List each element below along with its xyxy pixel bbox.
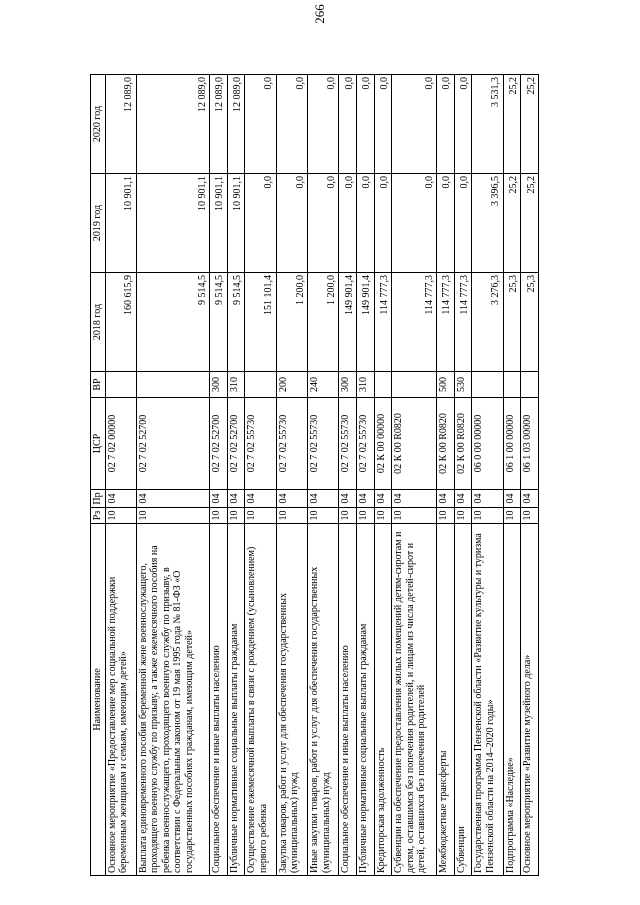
cell-rz: 10 <box>521 508 539 524</box>
page-number: 266 <box>312 4 327 24</box>
header-rz: Рз <box>91 508 106 524</box>
cell-y2020: 0,0 <box>437 75 455 174</box>
cell-rz: 10 <box>472 508 503 524</box>
cell-pr: 04 <box>245 490 276 508</box>
cell-vr: 310 <box>227 372 245 398</box>
cell-vr <box>136 372 209 398</box>
cell-vr: 240 <box>308 372 339 398</box>
table-header-row <box>91 75 106 876</box>
cell-y2018: 114 777,3 <box>374 273 392 372</box>
cell-vr: 530 <box>454 372 472 398</box>
table-row <box>374 75 392 876</box>
cell-y2018: 25,3 <box>521 273 539 372</box>
cell-y2019: 0,0 <box>245 174 276 273</box>
cell-y2020: 0,0 <box>392 75 437 174</box>
cell-name: Социальное обеспечение и иные выплаты населению <box>339 524 357 876</box>
cell-name: Субвенции <box>454 524 472 876</box>
header-2018: 2018 год <box>91 273 106 372</box>
cell-y2020: 12 089,0 <box>227 75 245 174</box>
cell-rz: 10 <box>339 508 357 524</box>
cell-rz: 10 <box>392 508 437 524</box>
cell-name: Иные закупки товаров, работ и услуг для обеспечения государственных (муниципальных) нужд <box>308 524 339 876</box>
cell-vr: 310 <box>357 372 375 398</box>
cell-y2019: 0,0 <box>437 174 455 273</box>
cell-vr: 500 <box>437 372 455 398</box>
table-row <box>227 75 245 876</box>
cell-pr: 04 <box>437 490 455 508</box>
cell-pr: 04 <box>454 490 472 508</box>
cell-pr: 04 <box>136 490 209 508</box>
table-row <box>503 75 521 876</box>
cell-y2019: 0,0 <box>339 174 357 273</box>
cell-rz: 10 <box>136 508 209 524</box>
cell-y2018: 25,3 <box>503 273 521 372</box>
cell-y2019: 0,0 <box>454 174 472 273</box>
cell-y2019: 0,0 <box>276 174 307 273</box>
cell-rz: 10 <box>357 508 375 524</box>
cell-y2019: 0,0 <box>357 174 375 273</box>
table-row <box>276 75 307 876</box>
cell-name: Закупка товаров, работ и услуг для обеспечения государственных (муниципальных) нужд <box>276 524 307 876</box>
cell-y2020: 12 089,0 <box>210 75 228 174</box>
cell-csr: 02 7 02 55730 <box>276 398 307 490</box>
cell-vr <box>503 372 521 398</box>
cell-vr <box>521 372 539 398</box>
cell-pr: 04 <box>210 490 228 508</box>
cell-vr: 300 <box>210 372 228 398</box>
cell-y2019: 25,2 <box>503 174 521 273</box>
table-row <box>392 75 437 876</box>
cell-y2020: 0,0 <box>357 75 375 174</box>
cell-y2018: 9 514,5 <box>227 273 245 372</box>
table-row <box>105 75 136 876</box>
cell-rz: 10 <box>276 508 307 524</box>
table-row <box>245 75 276 876</box>
cell-rz: 10 <box>105 508 136 524</box>
cell-csr: 02 7 02 00000 <box>105 398 136 490</box>
cell-name: Кредиторская задолженность <box>374 524 392 876</box>
cell-y2018: 149 901,4 <box>339 273 357 372</box>
cell-y2019: 10 901,1 <box>105 174 136 273</box>
cell-name: Социальное обеспечение и иные выплаты населению <box>210 524 228 876</box>
cell-rz: 10 <box>227 508 245 524</box>
cell-y2020: 0,0 <box>308 75 339 174</box>
cell-y2020: 0,0 <box>276 75 307 174</box>
cell-rz: 10 <box>503 508 521 524</box>
cell-csr: 02 К 00 R0820 <box>454 398 472 490</box>
cell-y2018: 151 101,4 <box>245 273 276 372</box>
cell-pr: 04 <box>308 490 339 508</box>
cell-vr <box>392 372 437 398</box>
cell-y2018: 114 777,3 <box>392 273 437 372</box>
cell-csr: 06 0 00 00000 <box>472 398 503 490</box>
cell-vr: 300 <box>339 372 357 398</box>
cell-y2018: 3 276,3 <box>472 273 503 372</box>
cell-y2018: 9 514,5 <box>210 273 228 372</box>
cell-pr: 04 <box>276 490 307 508</box>
table-row <box>521 75 539 876</box>
cell-rz: 10 <box>374 508 392 524</box>
cell-y2020: 0,0 <box>374 75 392 174</box>
cell-y2019: 10 901,1 <box>210 174 228 273</box>
cell-rz: 10 <box>245 508 276 524</box>
cell-csr: 02 7 02 52700 <box>210 398 228 490</box>
cell-csr: 02 7 02 55730 <box>339 398 357 490</box>
table-row <box>308 75 339 876</box>
cell-y2020: 25,2 <box>503 75 521 174</box>
table-row <box>210 75 228 876</box>
cell-name: Основное мероприятие «Развитие музейного дела» <box>521 524 539 876</box>
cell-y2019: 3 396,5 <box>472 174 503 273</box>
cell-vr <box>374 372 392 398</box>
cell-csr: 02 7 02 52700 <box>136 398 209 490</box>
header-2020: 2020 год <box>91 75 106 174</box>
cell-rz: 10 <box>308 508 339 524</box>
table-row <box>357 75 375 876</box>
cell-y2018: 160 615,9 <box>105 273 136 372</box>
cell-csr: 02 К 00 R0820 <box>392 398 437 490</box>
cell-y2020: 0,0 <box>339 75 357 174</box>
table-body <box>105 75 539 876</box>
cell-y2018: 1 200,0 <box>308 273 339 372</box>
cell-y2019: 0,0 <box>374 174 392 273</box>
cell-vr <box>472 372 503 398</box>
cell-name: Субвенции на обеспечение предоставления жилых помещений детям-сиротам и детям, оставшимся без попечения родителей, и лицам из числа детей-сирот и детей, оставшихся без попечения родителей <box>392 524 437 876</box>
header-2019: 2019 год <box>91 174 106 273</box>
cell-name: Публичные нормативные социальные выплаты гражданам <box>357 524 375 876</box>
table-row <box>136 75 209 876</box>
header-vr: ВР <box>91 372 106 398</box>
cell-vr <box>105 372 136 398</box>
cell-y2019: 10 901,1 <box>227 174 245 273</box>
cell-rz: 10 <box>454 508 472 524</box>
cell-y2020: 12 089,0 <box>105 75 136 174</box>
cell-y2019: 0,0 <box>308 174 339 273</box>
cell-pr: 04 <box>105 490 136 508</box>
cell-y2020: 12 089,0 <box>136 75 209 174</box>
cell-y2020: 3 531,3 <box>472 75 503 174</box>
cell-vr <box>245 372 276 398</box>
cell-csr: 06 1 03 00000 <box>521 398 539 490</box>
table-row <box>454 75 472 876</box>
cell-pr: 04 <box>521 490 539 508</box>
header-pr: Пр <box>91 490 106 508</box>
budget-table <box>90 74 539 876</box>
table-row <box>437 75 455 876</box>
cell-csr: 02 К 00 R0820 <box>437 398 455 490</box>
cell-name: Межбюджетные трансферты <box>437 524 455 876</box>
cell-rz: 10 <box>437 508 455 524</box>
cell-y2019: 25,2 <box>521 174 539 273</box>
cell-name: Государственная программа Пензенской области «Развитие культуры и туризма Пензенской области на 2014–2020 годы» <box>472 524 503 876</box>
cell-y2018: 1 200,0 <box>276 273 307 372</box>
cell-y2018: 149 901,4 <box>357 273 375 372</box>
cell-csr: 02 7 02 55730 <box>245 398 276 490</box>
cell-pr: 04 <box>339 490 357 508</box>
cell-name: Осуществление ежемесячной выплаты в связи с рождением (усыновлением) первого ребенка <box>245 524 276 876</box>
cell-pr: 04 <box>227 490 245 508</box>
cell-name: Выплата единовременного пособия беременной жене военнослужащего, проходящего военную службу по призыву, а также ежемесячного пособия на ребенка военнослужащего, проходящего военную службу по призыву, в соответствии с Федеральным законом от 19 мая 1995 года № 81-ФЗ «О государственных пособиях гражданам, имеющим детей» <box>136 524 209 876</box>
cell-pr: 04 <box>392 490 437 508</box>
cell-pr: 04 <box>503 490 521 508</box>
cell-y2019: 0,0 <box>392 174 437 273</box>
cell-csr: 02 К 00 00000 <box>374 398 392 490</box>
header-name: Наименование <box>91 524 106 876</box>
cell-y2018: 114 777,3 <box>454 273 472 372</box>
cell-csr: 06 1 00 00000 <box>503 398 521 490</box>
cell-csr: 02 7 02 55730 <box>357 398 375 490</box>
cell-y2020: 0,0 <box>454 75 472 174</box>
cell-csr: 02 7 02 55730 <box>308 398 339 490</box>
cell-csr: 02 7 02 52700 <box>227 398 245 490</box>
cell-pr: 04 <box>472 490 503 508</box>
rotated-table-frame <box>90 74 539 876</box>
table-row <box>339 75 357 876</box>
cell-y2019: 10 901,1 <box>136 174 209 273</box>
table-container <box>90 74 539 876</box>
table-row <box>472 75 503 876</box>
cell-y2020: 25,2 <box>521 75 539 174</box>
cell-pr: 04 <box>357 490 375 508</box>
cell-name: Основное мероприятие «Предоставление мер социальной поддержки беременным женщинам и семьям, имеющим детей» <box>105 524 136 876</box>
header-csr: ЦСР <box>91 398 106 490</box>
cell-name: Публичные нормативные социальные выплаты гражданам <box>227 524 245 876</box>
cell-name: Подпрограмма «Наследие» <box>503 524 521 876</box>
cell-vr: 200 <box>276 372 307 398</box>
cell-y2020: 0,0 <box>245 75 276 174</box>
cell-rz: 10 <box>210 508 228 524</box>
cell-y2018: 9 514,5 <box>136 273 209 372</box>
cell-pr: 04 <box>374 490 392 508</box>
cell-y2018: 114 777,3 <box>437 273 455 372</box>
